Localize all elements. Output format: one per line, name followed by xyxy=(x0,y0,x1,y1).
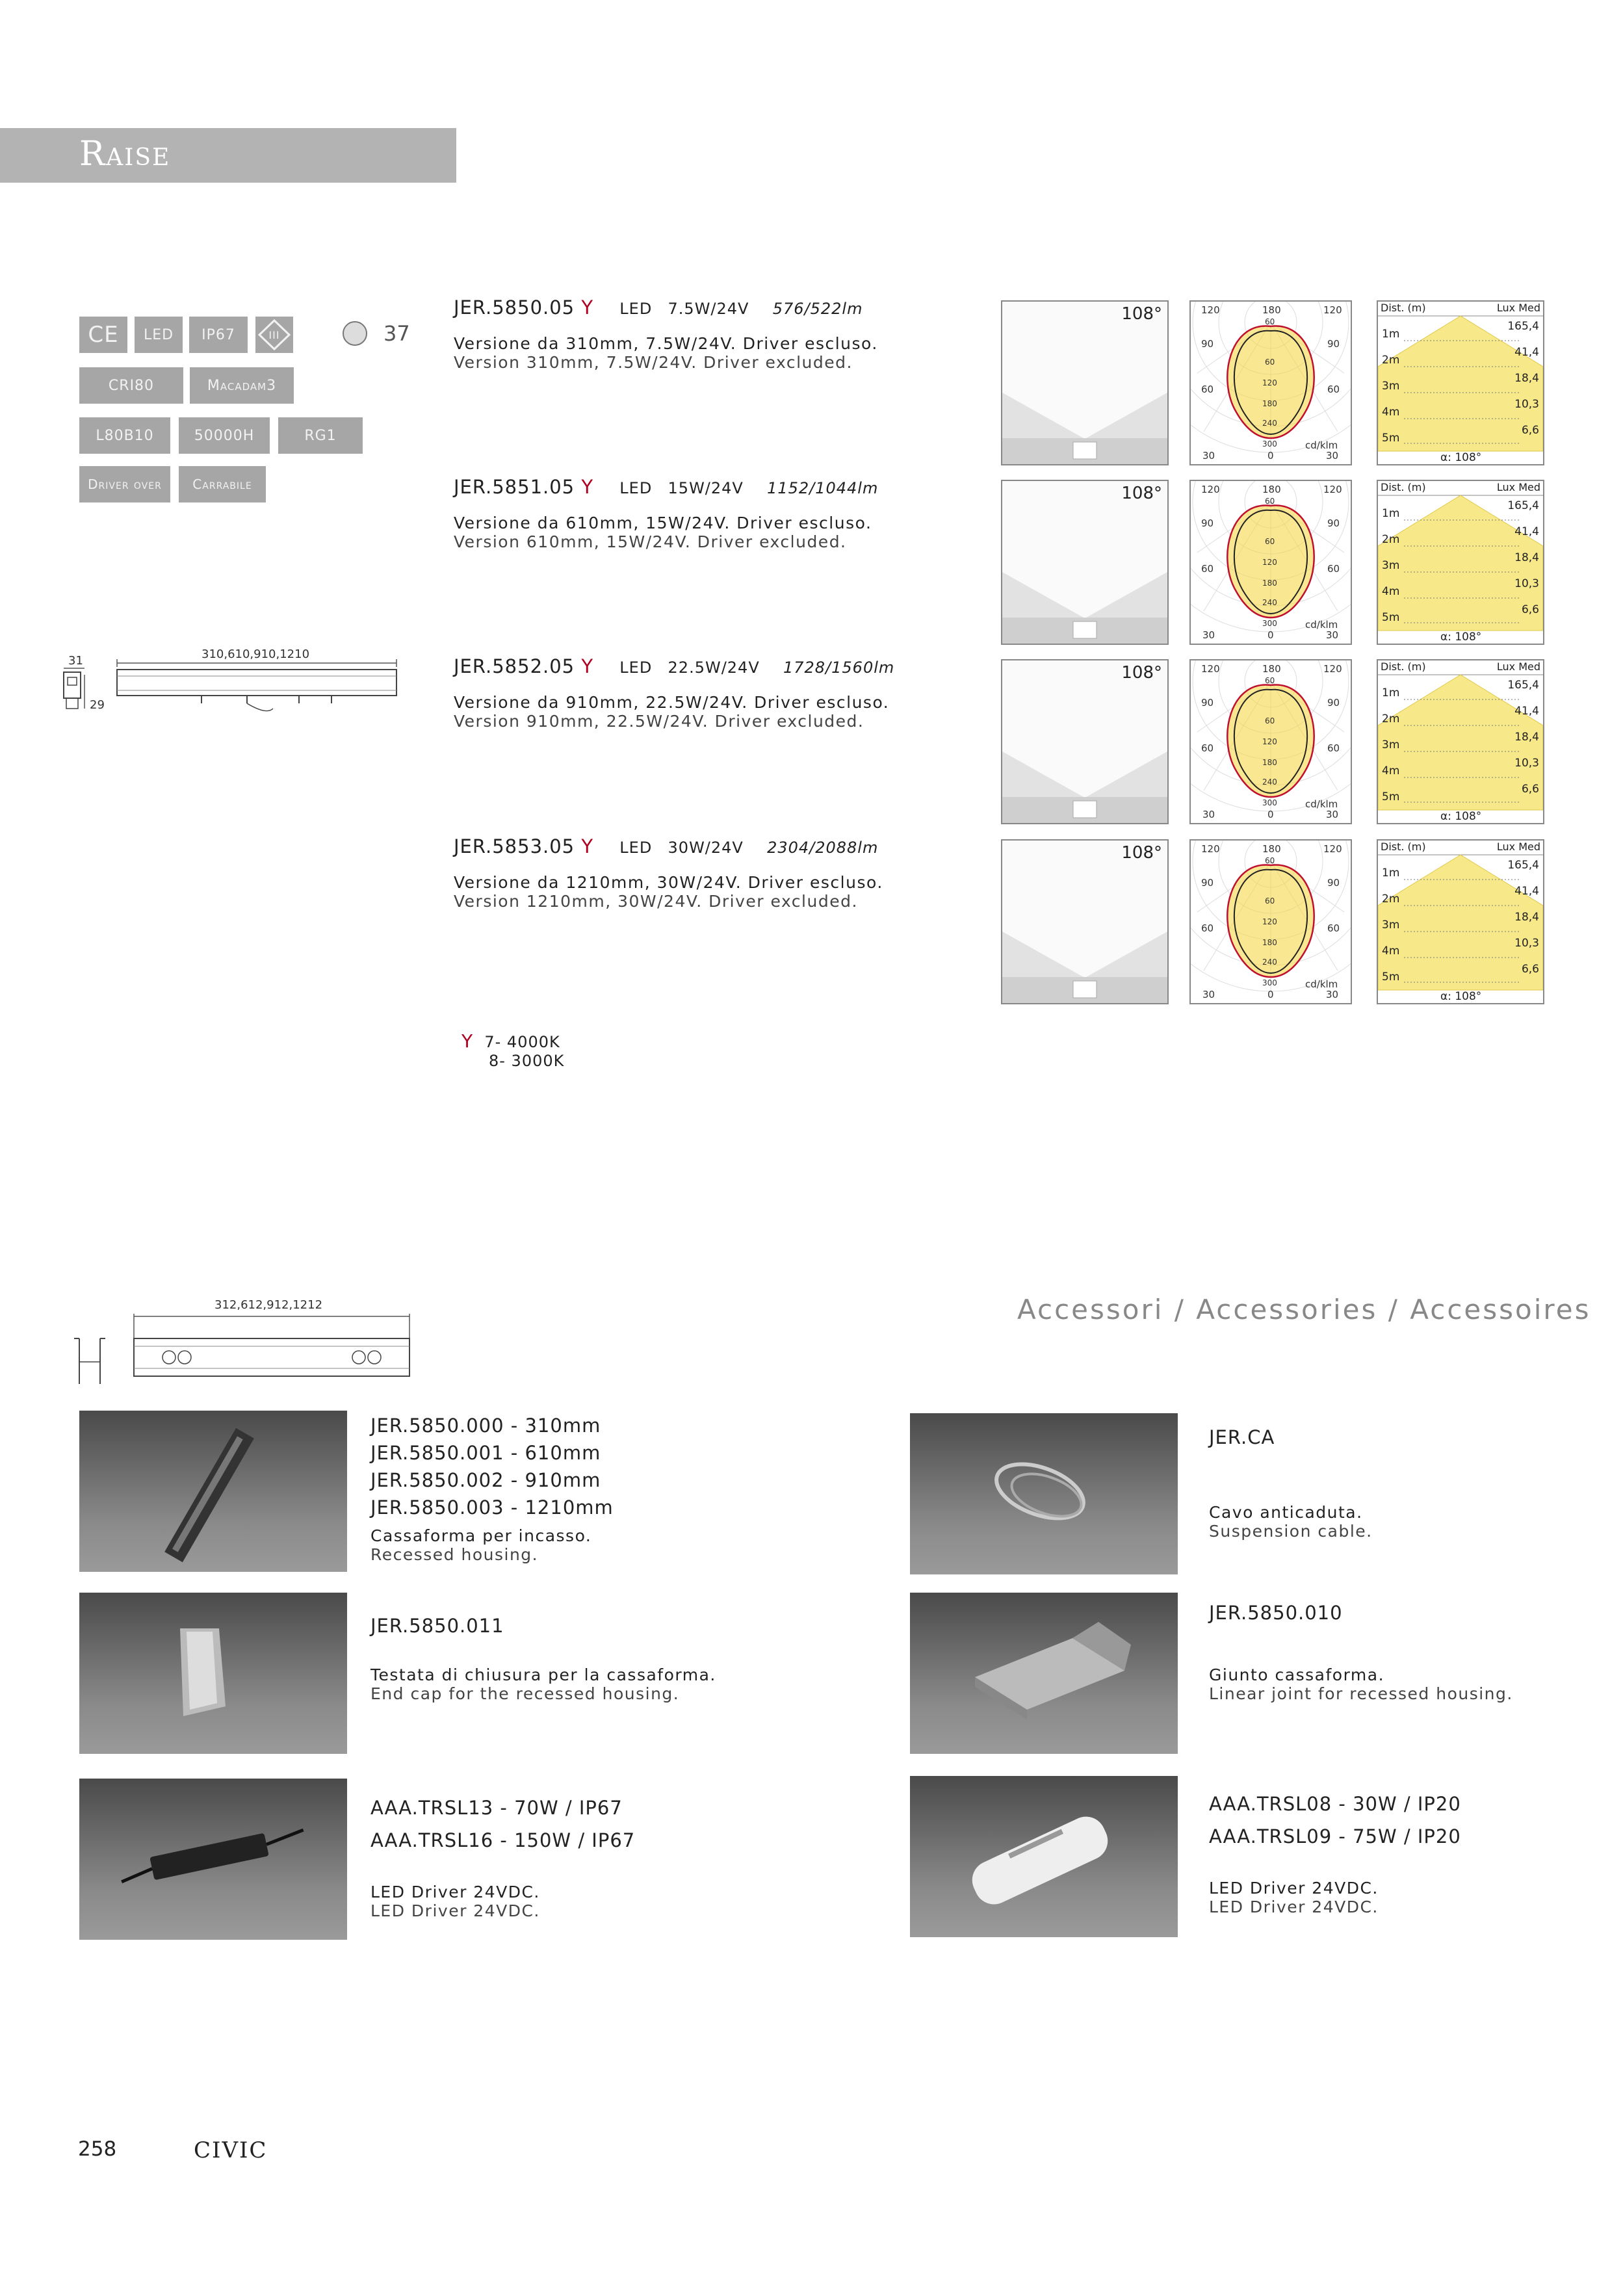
class3-label: III xyxy=(268,329,280,341)
accessory-desc-it: LED Driver 24VDC. xyxy=(1209,1879,1379,1898)
polar-label: 120 xyxy=(1201,843,1220,855)
accessory-code: JER.5850.000 - 310mm xyxy=(370,1415,601,1437)
lux-value: 41,4 xyxy=(1514,885,1539,898)
product-code xyxy=(454,655,987,677)
accessory-code: JER.5850.011 xyxy=(370,1615,504,1637)
product-row xyxy=(454,476,987,551)
product-desc-en: Version 610mm, 15W/24V. Driver excluded. xyxy=(454,532,847,551)
lux-distance: 3m xyxy=(1382,380,1400,393)
housing-length-label: 312,612,912,1212 xyxy=(214,1298,323,1312)
lux-distance: 2m xyxy=(1382,354,1400,367)
lux-value: 41,4 xyxy=(1514,525,1539,538)
accessory-desc-en: Linear joint for recessed housing. xyxy=(1209,1684,1513,1703)
polar-label: 90 xyxy=(1201,517,1214,529)
beam-angle: 108° xyxy=(1121,484,1162,503)
polar-unit: cd/klm xyxy=(1305,978,1338,990)
beam-photo xyxy=(1001,300,1169,465)
legend-y: Y xyxy=(461,1030,474,1052)
polar-label: 120 xyxy=(1323,484,1342,495)
recessed-housing-image xyxy=(79,1411,347,1572)
lux-footer: α: 108° xyxy=(1440,990,1482,1003)
product-lumen: 1152/1044lm xyxy=(767,479,879,497)
lux-value: 10,3 xyxy=(1514,937,1539,950)
polar-ring-label: 60 xyxy=(1265,358,1275,367)
product-code xyxy=(454,476,987,498)
lux-value: 10,3 xyxy=(1514,577,1539,590)
lux-distance: 3m xyxy=(1382,559,1400,572)
page-title: Raise xyxy=(79,135,171,174)
lux-distance: 4m xyxy=(1382,945,1400,958)
accessory-driver-ip67 xyxy=(370,1792,635,1920)
lux-distance: 5m xyxy=(1382,790,1400,803)
polar-ring-label: 240 xyxy=(1262,419,1277,428)
accessory-driver-ip20 xyxy=(1209,1788,1461,1916)
lux-header-right: Lux Med xyxy=(1496,481,1540,493)
polar-ring-label: 120 xyxy=(1262,917,1277,926)
housing-drawing xyxy=(71,1297,422,1394)
lux-value: 165,4 xyxy=(1507,320,1539,333)
accessory-code: JER.5850.001 - 610mm xyxy=(370,1442,601,1464)
product-lumen: 1728/1560lm xyxy=(783,659,895,677)
lux-distance: 3m xyxy=(1382,919,1400,932)
accessory-cable xyxy=(1209,1424,1373,1541)
accessories-title: Accessori / Accessories / Accessoires xyxy=(1017,1294,1591,1325)
l80b10-badge: L80B10 xyxy=(79,417,170,454)
lux-diagram xyxy=(1377,659,1544,824)
polar-ring-label: 240 xyxy=(1262,777,1277,787)
polar-label: 0 xyxy=(1267,989,1274,1000)
led-badge: LED xyxy=(135,317,183,353)
fixture-drawing xyxy=(58,644,409,735)
polar-label: 90 xyxy=(1201,877,1214,889)
polar-label: 60 xyxy=(1201,563,1214,575)
product-code-text: JER.5851.05 xyxy=(454,476,582,498)
beam-photo xyxy=(1001,659,1169,824)
polar-label: 60 xyxy=(1327,563,1340,575)
carrabile-badge: Carrabile xyxy=(179,466,266,502)
product-desc-en: Version 310mm, 7.5W/24V. Driver excluded. xyxy=(454,353,853,372)
product-code-y: Y xyxy=(581,476,594,498)
polar-label: 120 xyxy=(1323,304,1342,316)
lux-value: 6,6 xyxy=(1521,603,1539,616)
accessory-desc-en: LED Driver 24VDC. xyxy=(1209,1898,1379,1916)
polar-label: 180 xyxy=(1262,484,1281,495)
beam-photo xyxy=(1001,839,1169,1004)
lux-header-left: Dist. (m) xyxy=(1381,302,1426,314)
polar-label: 90 xyxy=(1201,697,1214,709)
end-cap-image xyxy=(79,1593,347,1754)
lux-distance: 3m xyxy=(1382,738,1400,751)
lux-footer: α: 108° xyxy=(1440,810,1482,823)
polar-ring-label: 300 xyxy=(1262,798,1277,807)
accessory-desc-it: Giunto cassaforma. xyxy=(1209,1665,1385,1684)
product-power: 22.5W/24V xyxy=(668,659,760,677)
macadam-badge: Macadam3 xyxy=(190,367,294,404)
accessory-joint xyxy=(1209,1599,1513,1703)
polar-ring-label: 120 xyxy=(1262,558,1277,567)
polar-label: 30 xyxy=(1326,629,1339,641)
legend-line-1: 7- 4000K xyxy=(484,1033,560,1051)
product-row xyxy=(454,835,987,911)
polar-ring-label: 300 xyxy=(1262,439,1277,449)
polar-unit: cd/klm xyxy=(1305,798,1338,810)
lux-value: 10,3 xyxy=(1514,398,1539,411)
accessory-desc-it: Cavo anticaduta. xyxy=(1209,1503,1363,1522)
product-code-text: JER.5850.05 xyxy=(454,296,582,319)
polar-label: 90 xyxy=(1327,697,1340,709)
lux-value: 6,6 xyxy=(1521,963,1539,976)
polar-diagram xyxy=(1189,839,1352,1004)
ce-badge: CE xyxy=(79,317,127,353)
polar-label: 120 xyxy=(1201,304,1220,316)
accessory-desc-en: Recessed housing. xyxy=(370,1545,539,1564)
lux-distance: 1m xyxy=(1382,328,1400,341)
polar-ring-label: 180 xyxy=(1262,579,1277,588)
polar-ring-label: 180 xyxy=(1262,758,1277,767)
accessory-endcap xyxy=(370,1612,716,1703)
polar-label: 30 xyxy=(1202,450,1215,462)
polar-ring-label: 60 xyxy=(1265,856,1275,865)
lux-header-right: Lux Med xyxy=(1496,841,1540,853)
accessory-desc-it: Cassaforma per incasso. xyxy=(370,1526,592,1545)
lux-value: 165,4 xyxy=(1507,679,1539,692)
accessory-code: AAA.TRSL08 - 30W / IP20 xyxy=(1209,1793,1461,1815)
polar-label: 60 xyxy=(1201,742,1214,754)
accessory-code: JER.CA xyxy=(1209,1426,1275,1448)
accessory-desc-it: LED Driver 24VDC. xyxy=(370,1883,540,1901)
product-led: LED xyxy=(619,839,653,857)
lux-value: 18,4 xyxy=(1514,551,1539,564)
polar-label: 30 xyxy=(1326,989,1339,1000)
polar-ring-label: 60 xyxy=(1265,896,1275,906)
lux-footer: α: 108° xyxy=(1440,451,1482,464)
polar-ring-label: 300 xyxy=(1262,619,1277,628)
polar-ring-label: 180 xyxy=(1262,938,1277,947)
product-code-text: JER.5853.05 xyxy=(454,835,582,857)
polar-ring-label: 300 xyxy=(1262,978,1277,987)
color-temp-legend xyxy=(461,1030,564,1070)
lux-header-right: Lux Med xyxy=(1496,302,1540,314)
polar-label: 90 xyxy=(1201,338,1214,350)
product-led: LED xyxy=(619,479,653,497)
suspension-cable-image xyxy=(910,1413,1178,1574)
product-desc-en: Version 1210mm, 30W/24V. Driver excluded. xyxy=(454,892,858,911)
product-desc-it: Versione da 610mm, 15W/24V. Driver escluso. xyxy=(454,514,872,532)
polar-label: 120 xyxy=(1201,663,1220,675)
polar-ring-label: 180 xyxy=(1262,399,1277,408)
lux-distance: 1m xyxy=(1382,686,1400,699)
lux-value: 10,3 xyxy=(1514,757,1539,770)
lux-distance: 1m xyxy=(1382,867,1400,880)
polar-label: 60 xyxy=(1327,922,1340,934)
polar-ring-label: 60 xyxy=(1265,537,1275,546)
polar-label: 180 xyxy=(1262,304,1281,316)
polar-ring-label: 60 xyxy=(1265,497,1275,506)
product-led: LED xyxy=(619,300,653,318)
lux-value: 6,6 xyxy=(1521,424,1539,437)
beam-angle: 108° xyxy=(1121,663,1162,683)
lux-value: 18,4 xyxy=(1514,372,1539,385)
accessory-code: JER.5850.002 - 910mm xyxy=(370,1469,601,1491)
lux-distance: 5m xyxy=(1382,432,1400,445)
lux-header-right: Lux Med xyxy=(1496,660,1540,673)
lux-value: 6,6 xyxy=(1521,783,1539,796)
driver-ip20-image xyxy=(910,1776,1178,1937)
lux-distance: 4m xyxy=(1382,764,1400,777)
polar-ring-label: 60 xyxy=(1265,317,1275,326)
brand-logo: CIVIC xyxy=(194,2137,268,2163)
polar-diagram xyxy=(1189,480,1352,645)
lux-header-left: Dist. (m) xyxy=(1381,481,1426,493)
lux-distance: 4m xyxy=(1382,406,1400,419)
accessory-desc-en: Suspension cable. xyxy=(1209,1522,1373,1541)
polar-label: 30 xyxy=(1326,809,1339,820)
accessory-code: JER.5850.003 - 1210mm xyxy=(370,1496,614,1519)
product-row xyxy=(454,655,987,731)
polar-label: 180 xyxy=(1262,843,1281,855)
lux-footer: α: 108° xyxy=(1440,631,1482,644)
polar-unit: cd/klm xyxy=(1305,439,1338,451)
product-power: 30W/24V xyxy=(668,839,744,857)
polar-label: 120 xyxy=(1323,663,1342,675)
polar-ring-label: 60 xyxy=(1265,676,1275,685)
polar-label: 30 xyxy=(1202,629,1215,641)
polar-label: 0 xyxy=(1267,809,1274,820)
lux-value: 41,4 xyxy=(1514,705,1539,718)
polar-diagram xyxy=(1189,300,1352,465)
polar-ring-label: 60 xyxy=(1265,716,1275,725)
polar-label: 180 xyxy=(1262,663,1281,675)
product-code-text: JER.5852.05 xyxy=(454,655,582,677)
legend-line-2: 8- 3000K xyxy=(489,1052,565,1070)
ip67-badge: IP67 xyxy=(189,317,248,353)
product-power: 7.5W/24V xyxy=(668,300,749,318)
lux-header-left: Dist. (m) xyxy=(1381,841,1426,853)
polar-label: 0 xyxy=(1267,450,1274,462)
recessed-icon xyxy=(343,321,367,346)
product-lumen: 576/522lm xyxy=(772,300,863,318)
polar-diagram xyxy=(1189,659,1352,824)
polar-label: 90 xyxy=(1327,877,1340,889)
beam-angle: 108° xyxy=(1121,304,1162,324)
polar-label: 120 xyxy=(1323,843,1342,855)
product-led: LED xyxy=(619,659,653,677)
lux-distance: 2m xyxy=(1382,893,1400,906)
polar-ring-label: 240 xyxy=(1262,598,1277,607)
lux-distance: 5m xyxy=(1382,611,1400,624)
class3-icon xyxy=(255,317,293,353)
accessory-desc-en: End cap for the recessed housing. xyxy=(370,1684,680,1703)
lux-value: 18,4 xyxy=(1514,911,1539,924)
lux-distance: 2m xyxy=(1382,533,1400,546)
rg1-badge: RG1 xyxy=(278,417,363,454)
lux-distance: 4m xyxy=(1382,585,1400,598)
lux-value: 18,4 xyxy=(1514,731,1539,744)
product-code xyxy=(454,296,987,319)
lux-distance: 5m xyxy=(1382,971,1400,984)
page-number: 258 xyxy=(78,2137,117,2161)
fixture-width-label: 31 xyxy=(68,654,83,668)
cri-badge: CRI80 xyxy=(79,367,183,404)
polar-label: 120 xyxy=(1201,484,1220,495)
lux-header-left: Dist. (m) xyxy=(1381,660,1426,673)
accessory-code: AAA.TRSL16 - 150W / IP67 xyxy=(370,1829,636,1851)
polar-label: 60 xyxy=(1327,384,1340,395)
accessory-code: JER.5850.010 xyxy=(1209,1602,1343,1624)
fixture-length-label: 310,610,910,1210 xyxy=(201,647,310,661)
title-bar xyxy=(0,128,456,183)
lux-diagram xyxy=(1377,839,1544,1004)
accessory-code: AAA.TRSL09 - 75W / IP20 xyxy=(1209,1825,1461,1847)
lux-distance: 1m xyxy=(1382,507,1400,520)
product-code-y: Y xyxy=(581,655,594,677)
accessory-desc-en: LED Driver 24VDC. xyxy=(370,1901,540,1920)
polar-unit: cd/klm xyxy=(1305,619,1338,631)
product-power: 15W/24V xyxy=(668,479,744,497)
product-desc-it: Versione da 910mm, 22.5W/24V. Driver escluso. xyxy=(454,693,890,712)
product-code-y: Y xyxy=(581,835,594,857)
hours-badge: 50000H xyxy=(179,417,270,454)
lux-diagram xyxy=(1377,480,1544,645)
polar-label: 90 xyxy=(1327,517,1340,529)
lux-distance: 2m xyxy=(1382,712,1400,725)
lux-value: 41,4 xyxy=(1514,346,1539,359)
lux-value: 165,4 xyxy=(1507,859,1539,872)
linear-joint-image xyxy=(910,1593,1178,1754)
accessory-housing xyxy=(370,1412,614,1564)
polar-label: 60 xyxy=(1327,742,1340,754)
product-desc-it: Versione da 1210mm, 30W/24V. Driver escluso. xyxy=(454,873,883,892)
product-lumen: 2304/2088lm xyxy=(767,839,879,857)
product-code xyxy=(454,835,987,857)
polar-ring-label: 120 xyxy=(1262,378,1277,387)
polar-ring-label: 120 xyxy=(1262,737,1277,746)
product-row xyxy=(454,296,987,372)
lux-diagram xyxy=(1377,300,1544,465)
accessory-desc-it: Testata di chiusura per la cassaforma. xyxy=(370,1665,716,1684)
polar-label: 0 xyxy=(1267,629,1274,641)
driver-over-badge: Driver over xyxy=(79,466,170,502)
polar-label: 60 xyxy=(1201,922,1214,934)
product-desc-en: Version 910mm, 22.5W/24V. Driver excluded. xyxy=(454,712,864,731)
polar-label: 30 xyxy=(1202,809,1215,820)
beam-angle: 108° xyxy=(1121,843,1162,863)
product-code-y: Y xyxy=(581,296,594,319)
polar-label: 30 xyxy=(1326,450,1339,462)
accessory-code: AAA.TRSL13 - 70W / IP67 xyxy=(370,1797,623,1819)
polar-label: 60 xyxy=(1201,384,1214,395)
polar-label: 30 xyxy=(1202,989,1215,1000)
polar-ring-label: 240 xyxy=(1262,958,1277,967)
badge-number: 37 xyxy=(383,321,410,346)
beam-photo xyxy=(1001,480,1169,645)
product-desc-it: Versione da 310mm, 7.5W/24V. Driver escluso. xyxy=(454,334,878,353)
lux-value: 165,4 xyxy=(1507,499,1539,512)
fixture-height-label: 29 xyxy=(90,698,105,712)
driver-ip67-image xyxy=(79,1779,347,1940)
polar-label: 90 xyxy=(1327,338,1340,350)
